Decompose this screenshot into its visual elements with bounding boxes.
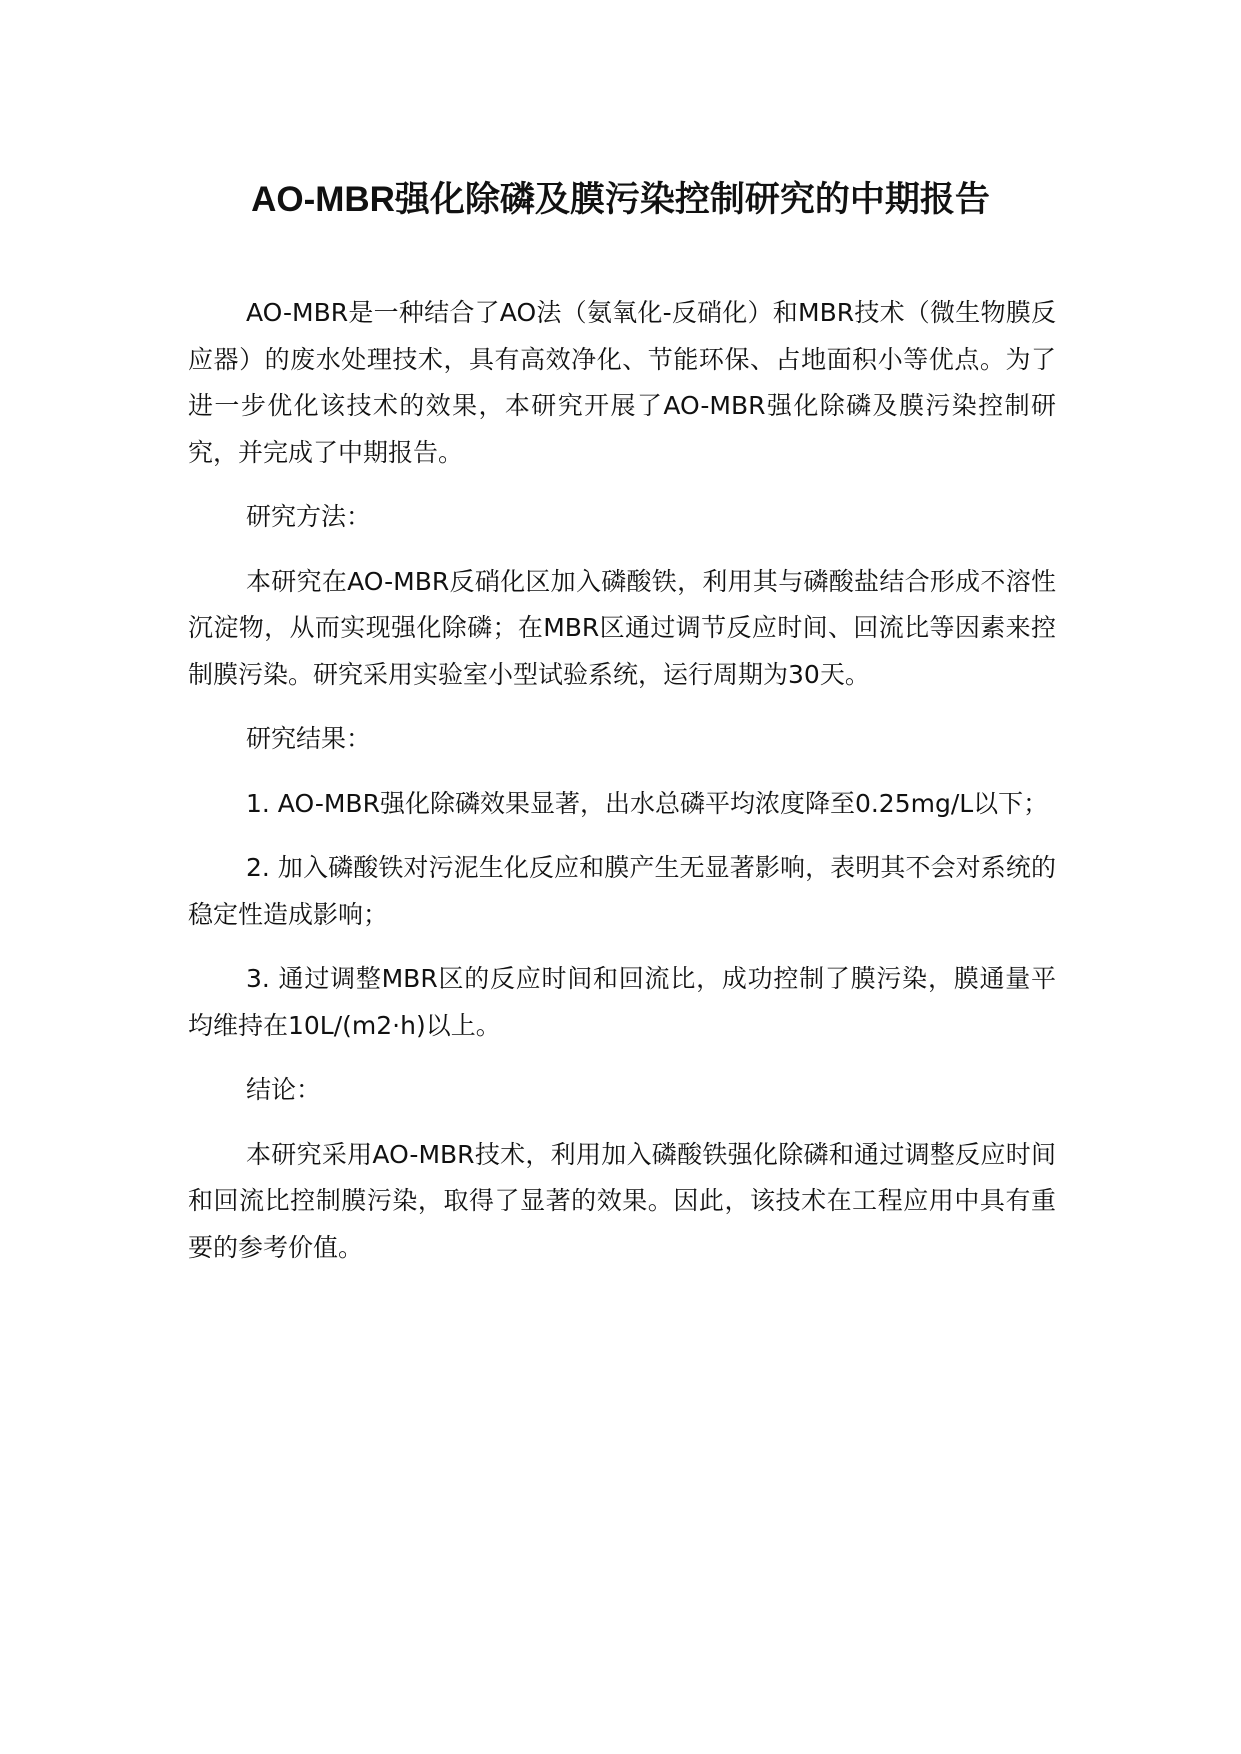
methods-paragraph: 本研究在AO-MBR反硝化区加入磷酸铁，利用其与磷酸盐结合形成不溶性沉淀物，从而实现强化除磷；在MBR区通过调节反应时间、回流比等因素来控制膜污染。研究采用实验室小型试验系统，运行周期为30天。 [188, 566, 1056, 689]
document-title: AO-MBR强化除磷及膜污染控制研究的中期报告 [251, 180, 990, 219]
result-item-1: 1. AO-MBR强化除磷效果显著，出水总磷平均浓度降至0.25mg/L以下； [246, 788, 1049, 818]
conclusion-heading: 结论： [246, 1075, 322, 1104]
conclusion-paragraph: 本研究采用AO-MBR技术，利用加入磷酸铁强化除磷和通过调整反应时间和回流比控制膜污染，取得了显著的效果。因此，该技术在工程应用中具有重要的参考价值。 [188, 1139, 1056, 1262]
result-item-2: 2. 加入磷酸铁对污泥生化反应和膜产生无显著影响，表明其不会对系统的稳定性造成影响； [188, 853, 1056, 929]
intro-paragraph: AO-MBR是一种结合了AO法（氨氧化-反硝化）和MBR技术（微生物膜反应器）的废水处理技术，具有高效净化、节能环保、占地面积小等优点。为了进一步优化该技术的效果，本研究开展了AO-MBR强化除磷及膜污染控制研究，并完成了中期报告。 [188, 298, 1056, 467]
results-heading: 研究结果： [246, 724, 372, 753]
result-item-3: 3. 通过调整MBR区的反应时间和回流比，成功控制了膜污染，膜通量平均维持在10L/(m2·h)以上。 [188, 964, 1056, 1040]
methods-heading: 研究方法： [246, 502, 372, 531]
document-body [188, 290, 1056, 1289]
